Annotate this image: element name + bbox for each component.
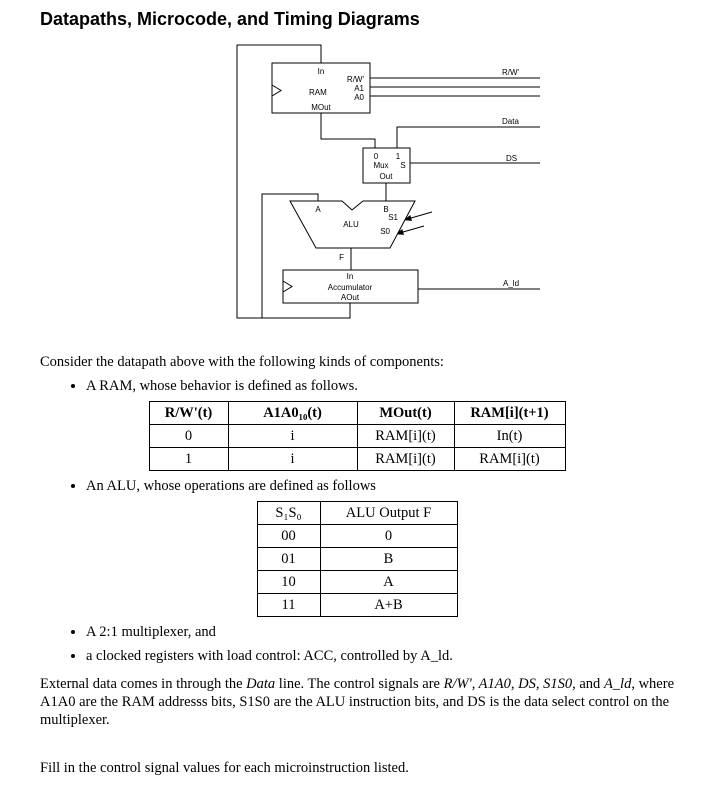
ram-a0-label: A0: [354, 93, 364, 102]
data-to-mux-wire: [397, 127, 540, 148]
ram-name-label: RAM: [309, 88, 327, 97]
ext-data-label: Data: [502, 117, 519, 126]
alu-s1-label: S1: [388, 213, 398, 222]
paragraph-segment-italic: Data: [246, 676, 276, 692]
paragraph-segment: and: [575, 676, 604, 692]
table-cell: 01: [257, 548, 320, 571]
table-cell: A+B: [320, 594, 457, 617]
paragraph-segment-italic: A_ld: [603, 676, 632, 692]
table-cell: 0: [149, 425, 228, 448]
table-cell: 00: [257, 525, 320, 548]
table-cell: RAM[i](t): [454, 448, 565, 471]
paragraph-segment: line. The control signals are: [275, 676, 444, 692]
table-cell: 1: [149, 448, 228, 471]
acc-in-label: In: [346, 272, 354, 281]
paragraph-segment: External data comes in through the: [40, 676, 247, 692]
signals-paragraph: [40, 675, 674, 729]
table-cell: RAM[i](t): [357, 425, 454, 448]
bullet-alu: • An ALU, whose operations are defined as follows: [86, 477, 674, 495]
table-cell: i: [228, 448, 357, 471]
table-cell: 11: [257, 594, 320, 617]
table-cell: In(t): [454, 425, 565, 448]
closing-instruction: Fill in the control signal values for each microinstruction listed.: [40, 760, 409, 776]
alu-table-header-output: ALU Output F: [320, 502, 457, 525]
intro-text: Consider the datapath above with the following kinds of components:: [40, 354, 444, 370]
table-row: [257, 502, 457, 525]
ext-ald-label: A_ld: [503, 279, 520, 288]
table-cell: 0: [320, 525, 457, 548]
paragraph-segment: , where A1A0 are the RAM addresss bits, S1S0 are the ALU instruction bits, and DS is the data select control on the multiplexer.: [40, 676, 674, 728]
acc-name-label: Accumulator: [327, 283, 373, 292]
alu-name-label: ALU: [343, 220, 359, 229]
mux-in0-label: 0: [373, 152, 379, 161]
document-body: [40, 353, 674, 777]
ram-table-header-rw: R/W'(t): [149, 402, 228, 425]
ram-table-header-mout: MOut(t): [357, 402, 454, 425]
alu-operations-table: [257, 501, 458, 617]
ext-ds-label: DS: [506, 154, 518, 163]
table-cell: A: [320, 571, 457, 594]
datapath-diagram: [0, 8, 714, 343]
bullet-ram: • A RAM, whose behavior is defined as follows.: [86, 377, 674, 395]
table-row: [149, 425, 565, 448]
bullet-mux: • A 2:1 multiplexer, and: [86, 623, 674, 641]
ram-table-header-next: RAM[i](t+1): [454, 402, 565, 425]
mout-to-mux-wire: [321, 113, 375, 148]
table-row: [257, 594, 457, 617]
ram-in-label: In: [317, 67, 325, 76]
ram-behavior-table: [149, 401, 566, 471]
component-list-3: [40, 623, 674, 665]
table-row: [149, 448, 565, 471]
alu-a-label: A: [315, 205, 321, 214]
table-cell: RAM[i](t): [357, 448, 454, 471]
paragraph-segment-italic: R/W', A1A0, DS, S1S0,: [443, 676, 576, 692]
mux-select-label: S: [400, 161, 406, 170]
acc-aout-label: AOut: [340, 293, 360, 302]
component-list-2: [40, 477, 674, 495]
alu-f-label: F: [339, 253, 344, 262]
ram-table-header-addr: A1A0₁₀(t): [228, 402, 357, 425]
table-row: [257, 571, 457, 594]
alu-b-label: B: [383, 205, 389, 214]
mux-in1-label: 1: [395, 152, 401, 161]
table-cell: 10: [257, 571, 320, 594]
table-row: [149, 402, 565, 425]
ext-rw-label: R/W': [502, 68, 520, 77]
alu-s0-label: S0: [380, 227, 390, 236]
component-list-1: [40, 377, 674, 395]
table-cell: i: [228, 425, 357, 448]
table-row: [257, 525, 457, 548]
mux-out-label: Out: [379, 172, 393, 181]
page-title: Datapaths, Microcode, and Timing Diagrams: [40, 9, 420, 29]
table-cell: B: [320, 548, 457, 571]
ram-mout-label: MOut: [311, 103, 331, 112]
alu-table-header-select: S₁S₀: [257, 502, 320, 525]
table-row: [257, 548, 457, 571]
ram-rw-label: R/W': [346, 75, 364, 84]
bullet-register: • a clocked registers with load control: ACC, controlled by A_ld.: [86, 647, 674, 665]
mux-name-label: Mux: [373, 161, 389, 170]
ram-a1-label: A1: [354, 84, 364, 93]
